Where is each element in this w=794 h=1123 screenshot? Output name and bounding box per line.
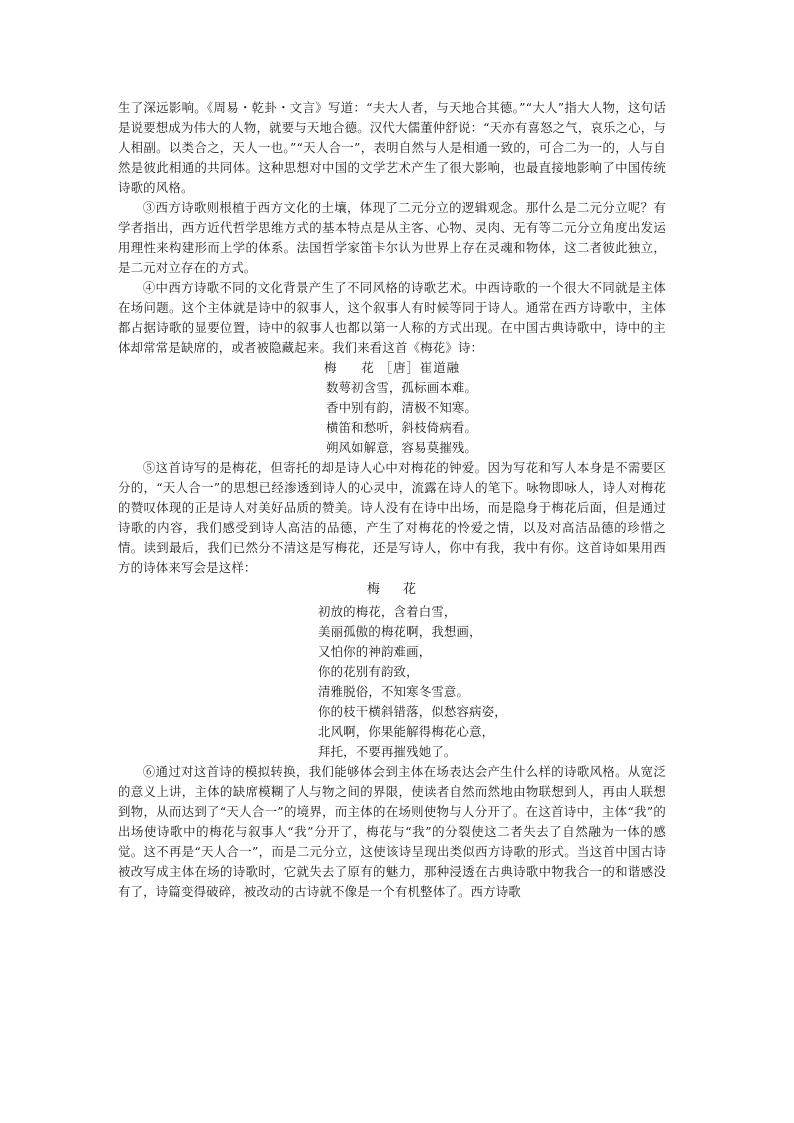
western-poem-line: 北风啊，你果能解得梅花心意，: [318, 724, 495, 739]
western-poem-body: [118, 602, 666, 762]
document-page: [118, 98, 666, 902]
western-poem-line: 又怕你的神韵难画，: [318, 644, 432, 659]
paragraph-4: ④中西方诗歌不同的文化背景产生了不同风格的诗歌艺术。中西诗歌的一个很大不同就是主体在场问题。这个主体就是诗中的叙事人，这个叙事人有时候等同于诗人。通常在西方诗歌中，主体都占据诗歌的显要位置，诗中的叙事人也都以第一人称的方式出现。在中国古典诗歌中，诗中的主体却常常是缺席的，或者被隐藏起来。我们来看这首《梅花》诗：: [118, 280, 666, 355]
paragraph-1: 生了深远影响。《周易・乾卦・文言》写道：“夫大人者，与天地合其德。”“大人”指大人物，这句话是说要想成为伟大的人物，就要与天地合德。汉代大儒董仲舒说：“天亦有喜怒之气，哀乐之心，与人相副。以类合之，天人一也。”“天人合一”，表明自然与人是相通一致的，可合二为一的，人与自然是彼此相通的共同体。这种思想对中国的文学艺术产生了很大影响，也最直接地影响了中国传统诗歌的风格。: [118, 100, 666, 195]
western-poem-line: 你的枝干横斜错落，似愁容病姿，: [318, 704, 507, 719]
chinese-poem-title-second: 花: [361, 360, 375, 375]
western-poem-line: 美丽孤傲的梅花啊，我想画，: [318, 624, 482, 639]
western-poem-title-second: 花: [403, 582, 418, 597]
chinese-poem-line: 数萼初含雪，孤标画本难。: [326, 380, 478, 395]
western-poem-line: 初放的梅花，含着白雪，: [318, 604, 457, 619]
chinese-poem-author: ［唐］崔道融: [379, 360, 461, 375]
western-poem-line: 拜托，不要再摧残她了。: [318, 744, 457, 759]
paragraph-6: ⑥通过对这首诗的模拟转换，我们能够体会到主体在场表达会产生什么样的诗歌风格。从宽泛的意义上讲，主体的缺席模糊了人与物之间的界限，使读者自然而然地由物联想到人，再由人联想到物，从而达到了“天人合一”的境界，而主体的在场则使物与人分开了。在这首诗中，主体“我”的出场使诗歌中的梅花与叙事人“我”分开了，梅花与“我”的分裂使这二者失去了自然融为一体的感觉。这不再是“天人合一”，而是二元分立，这使该诗呈现出类似西方诗歌的形式。当这首中国古诗被改写成主体在场的诗歌时，它就失去了原有的魅力，那种浸透在古典诗歌中物我合一的和谐感没有了，诗篇变得破碎，被改动的古诗就不像是一个有机整体了。西方诗歌: [118, 764, 666, 899]
paragraph-5: ⑤这首诗写的是梅花，但寄托的却是诗人心中对梅花的钟爱。因为写花和写人本身是不需要区分的，“天人合一”的思想已经渗透到诗人的心灵中，流露在诗人的笔下。咏物即咏人，诗人对梅花的赞叹体现的正是诗人对美好品质的赞美。诗人没有在诗中出场，而是隐身于梅花后面，但是通过诗歌的内容，我们感受到诗人高洁的品德，产生了对梅花的怜爱之情，以及对高洁品德的珍惜之情。读到最后，我们已然分不清这是写梅花，还是写诗人，你中有我，我中有你。这首诗如果用西方的诗体来写会是这样：: [118, 460, 666, 575]
western-poem-title-first: 梅: [366, 582, 381, 597]
paragraph-3: ③西方诗歌则根植于西方文化的土壤，体现了二元分立的逻辑观念。那什么是二元分立呢？有学者指出，西方近代哲学思维方式的基本特点是从主客、心物、灵肉、无有等二元分立角度出发运用理性来构建形而上学的体系。法国哲学家笛卡尔认为世界上存在灵魂和物体，这二者彼此独立，是二元对立存在的方式。: [118, 200, 666, 275]
chinese-poem-line: 横笛和愁听，斜枝倚病看。: [326, 420, 478, 435]
chinese-poem-title: [118, 358, 666, 378]
chinese-poem-title-first: 梅: [323, 360, 338, 375]
chinese-poem-line: 香中别有韵，清极不知寒。: [326, 400, 478, 415]
western-poem-line: 清雅脱俗，不知寒冬雪意。: [318, 684, 470, 699]
chinese-poem-line: 朔风如解意，容易莫摧残。: [326, 440, 478, 455]
chinese-poem-body: [118, 378, 666, 458]
western-poem-line: 你的花别有韵致，: [318, 664, 419, 679]
western-poem-title: [118, 580, 666, 600]
